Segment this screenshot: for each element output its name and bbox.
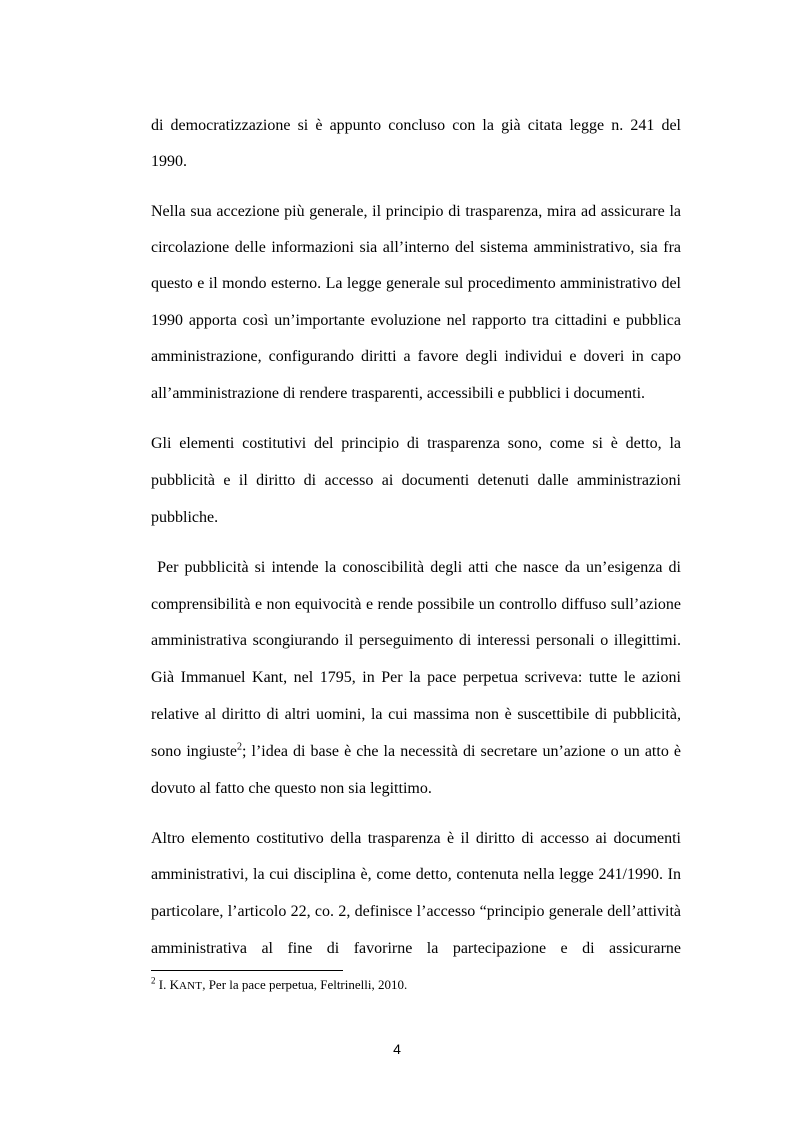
body-line: amministrativa al fine di favorirne la partecipazione e di assicurarne xyxy=(151,940,681,957)
body-line: Per pubblicità si intende la conoscibilità degli atti che nasce da un’esigenza di xyxy=(151,559,681,576)
body-line: relative al diritto di altri uomini, la cui massima non è suscettibile di pubblicità, xyxy=(151,706,681,723)
body-line: pubblicità e il diritto di accesso ai documenti detenuti dalle amministrazioni xyxy=(151,472,681,489)
body-line: circolazione delle informazioni sia all’interno del sistema amministrativo, sia fra xyxy=(151,239,681,256)
body-line: pubbliche. xyxy=(151,509,219,526)
body-text-fragment: sono ingiuste xyxy=(151,743,237,760)
body-line: Già Immanuel Kant, nel 1795, in Per la pace perpetua scriveva: tutte le azioni xyxy=(151,669,681,686)
body-line: amministrativi, la cui disciplina è, come detto, contenuta nella legge 241/1990. In xyxy=(151,866,681,883)
body-line-with-footnote-ref xyxy=(151,742,681,762)
body-line: Altro elemento costitutivo della trasparenza è il diritto di accesso ai documenti xyxy=(151,830,681,847)
body-line: Nella sua accezione più generale, il principio di trasparenza, mira ad assicurare la xyxy=(151,203,681,220)
footnote-text: , Per la pace perpetua, Feltrinelli, 2010. xyxy=(202,977,408,992)
body-line: questo e il mondo esterno. La legge generale sul procedimento amministrativo del xyxy=(151,275,681,292)
body-line: amministrazione, configurando diritti a favore degli individui e doveri in capo xyxy=(151,348,681,365)
footnote-author-initial: I. K xyxy=(158,977,179,992)
footnote-reference[interactable]: 2 xyxy=(236,741,242,753)
footnote-divider xyxy=(151,970,343,971)
footnote xyxy=(151,977,407,994)
footnote-author-rest: ANT xyxy=(178,980,203,992)
body-line: 1990 apporta così un’importante evoluzione nel rapporto tra cittadini e pubblica xyxy=(151,312,681,329)
footnote-number: 2 xyxy=(151,975,156,986)
body-line: all’amministrazione di rendere trasparenti, accessibili e pubblici i documenti. xyxy=(151,385,646,402)
body-line: Gli elementi costitutivi del principio di trasparenza sono, come si è detto, la xyxy=(151,435,681,452)
page-number: 4 xyxy=(393,1041,401,1057)
body-line: di democratizzazione si è appunto concluso con la già citata legge n. 241 del xyxy=(151,117,681,134)
body-line: comprensibilità e non equivocità e rende possibile un controllo diffuso sull’azione xyxy=(151,596,681,613)
body-line: dovuto al fatto che questo non sia legittimo. xyxy=(151,780,432,797)
body-text-fragment: ; l’idea di base è che la necessità di secretare un’azione o un atto è xyxy=(241,743,682,760)
body-line: particolare, l’articolo 22, co. 2, definisce l’accesso “principio generale dell’attività xyxy=(151,903,681,920)
body-line: amministrativa scongiurando il perseguimento di interessi personali o illegittimi. xyxy=(151,632,681,649)
body-line: 1990. xyxy=(151,153,187,170)
